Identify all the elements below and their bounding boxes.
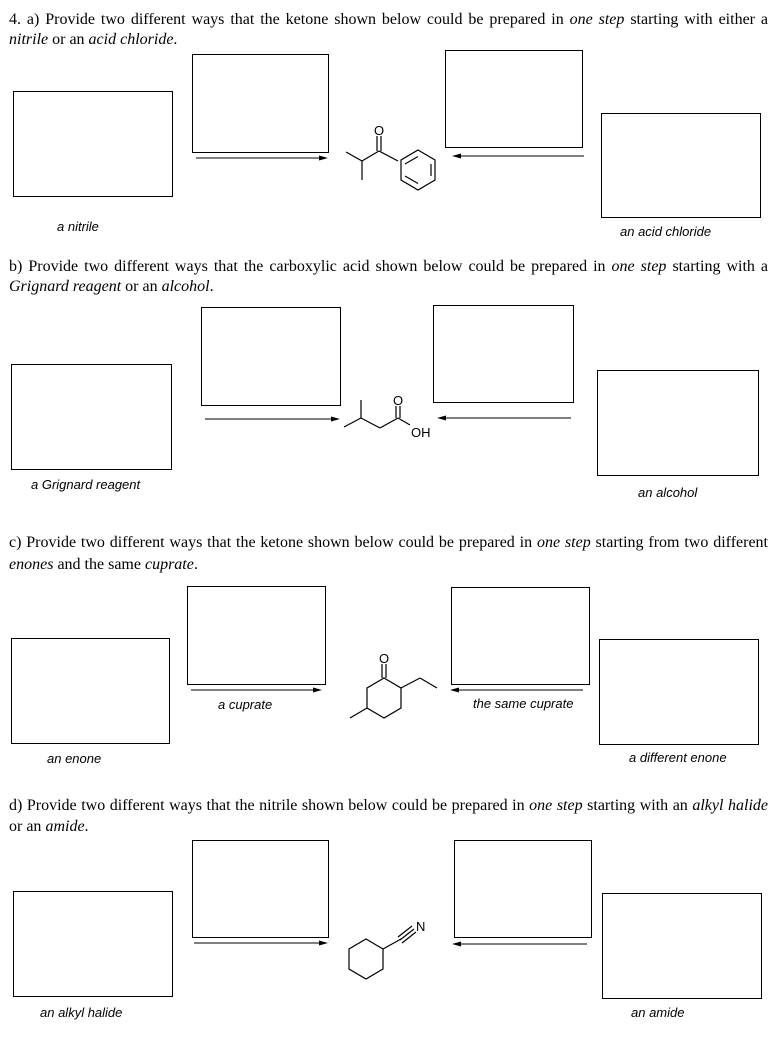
question-d-emphasis-one-step: one step: [529, 797, 583, 814]
question-c-emphasis-one-step: one step: [536, 534, 591, 551]
question-c-text: c) Provide two different ways that the ketone shown below could be prepared in: [9, 534, 537, 551]
question-b: [9, 257, 768, 297]
question-a-emphasis-one-step: one step: [569, 11, 625, 28]
label-c-arrow-cuprate: a cuprate: [218, 697, 273, 712]
arrow-d-left: [194, 941, 328, 946]
label-b-alcohol: an alcohol: [638, 485, 698, 500]
answer-box-a-left-starting-material[interactable]: [13, 91, 173, 197]
question-c-text-2: starting from two different: [590, 534, 769, 551]
atom-oh-b: OH: [411, 425, 431, 440]
answer-box-c-left-reagent[interactable]: [187, 586, 326, 685]
question-b-text-3: or an: [121, 278, 162, 295]
label-c-different-enone: a different enone: [629, 750, 727, 765]
answer-box-b-right-reagent[interactable]: [433, 305, 574, 403]
question-b-text-2: starting with a: [666, 258, 769, 275]
question-b-text-end: .: [209, 278, 214, 295]
answer-box-c-left-starting-material[interactable]: [11, 638, 170, 744]
question-d-emphasis-amide: amide: [45, 818, 85, 835]
question-b-text: b) Provide two different ways that the carboxylic acid shown below could be prepared in: [9, 258, 612, 275]
atom-o-c: O: [379, 651, 390, 666]
label-b-grignard: a Grignard reagent: [31, 477, 141, 492]
answer-box-b-left-starting-material[interactable]: [11, 364, 172, 470]
answer-box-d-right-starting-material[interactable]: [602, 893, 762, 999]
question-d-text-3: or an: [9, 818, 46, 835]
atom-o-a: O: [374, 123, 385, 138]
question-d: [9, 795, 768, 837]
answer-box-b-left-reagent[interactable]: [201, 307, 341, 406]
answer-box-c-right-starting-material[interactable]: [599, 639, 759, 745]
answer-box-a-right-reagent[interactable]: [445, 50, 583, 148]
answer-box-d-left-starting-material[interactable]: [13, 891, 173, 997]
question-c-text-end: .: [193, 556, 198, 573]
label-c-enone: an enone: [47, 751, 102, 766]
label-d-amide: an amide: [631, 1005, 685, 1020]
question-a-emphasis-acid-chloride: acid chloride: [88, 31, 174, 48]
arrow-a-right: [452, 154, 584, 159]
answer-box-d-right-reagent[interactable]: [454, 840, 592, 938]
atom-n-d: N: [416, 919, 426, 934]
question-d-text-2: starting with an: [582, 797, 693, 814]
ketone-structure-a: [346, 136, 435, 190]
answer-box-d-left-reagent[interactable]: [192, 840, 329, 938]
question-d-text: d) Provide two different ways that the nitrile shown below could be prepared in: [9, 797, 530, 814]
arrow-c-left: [191, 688, 322, 693]
question-c-text-3: and the same: [53, 556, 145, 573]
question-a-text-2: starting with either a: [624, 11, 769, 28]
answer-box-a-right-starting-material[interactable]: [601, 113, 761, 218]
question-a-text-end: .: [173, 31, 178, 48]
atom-o-b: O: [393, 393, 404, 408]
label-a-acid-chloride: an acid chloride: [620, 224, 712, 239]
question-b-emphasis-one-step: one step: [611, 258, 667, 275]
answer-box-b-right-starting-material[interactable]: [597, 370, 759, 476]
question-d-text-end: .: [84, 818, 89, 835]
arrow-a-left: [196, 156, 328, 161]
arrow-b-left: [205, 417, 340, 422]
question-c: [9, 532, 768, 576]
label-c-arrow-same-cuprate: the same cuprate: [473, 696, 574, 711]
arrow-d-right: [452, 942, 587, 947]
arrow-c-right: [450, 688, 583, 693]
arrow-b-right: [437, 416, 571, 421]
question-a-text: 4. a) Provide two different ways that the ketone shown below could be prepared in: [9, 11, 570, 28]
question-c-emphasis-enones: enones: [9, 556, 54, 573]
question-b-emphasis-grignard: Grignard reagent: [9, 278, 122, 295]
nitrile-structure-d: [349, 926, 416, 979]
label-a-nitrile: a nitrile: [57, 219, 99, 234]
answer-box-a-left-reagent[interactable]: [192, 54, 329, 153]
answer-box-c-right-reagent[interactable]: [451, 587, 590, 685]
carboxylic-acid-structure-b: [344, 400, 410, 428]
ketone-structure-c: [350, 664, 437, 718]
label-d-alkyl-halide: an alkyl halide: [40, 1005, 123, 1020]
question-a-text-3: or an: [48, 31, 89, 48]
question-b-emphasis-alcohol: alcohol: [161, 278, 210, 295]
question-a: [9, 10, 768, 50]
question-a-emphasis-nitrile: nitrile: [9, 31, 49, 48]
question-d-emphasis-alkyl-halide: alkyl halide: [692, 797, 768, 814]
question-c-emphasis-cuprate: cuprate: [144, 556, 194, 573]
